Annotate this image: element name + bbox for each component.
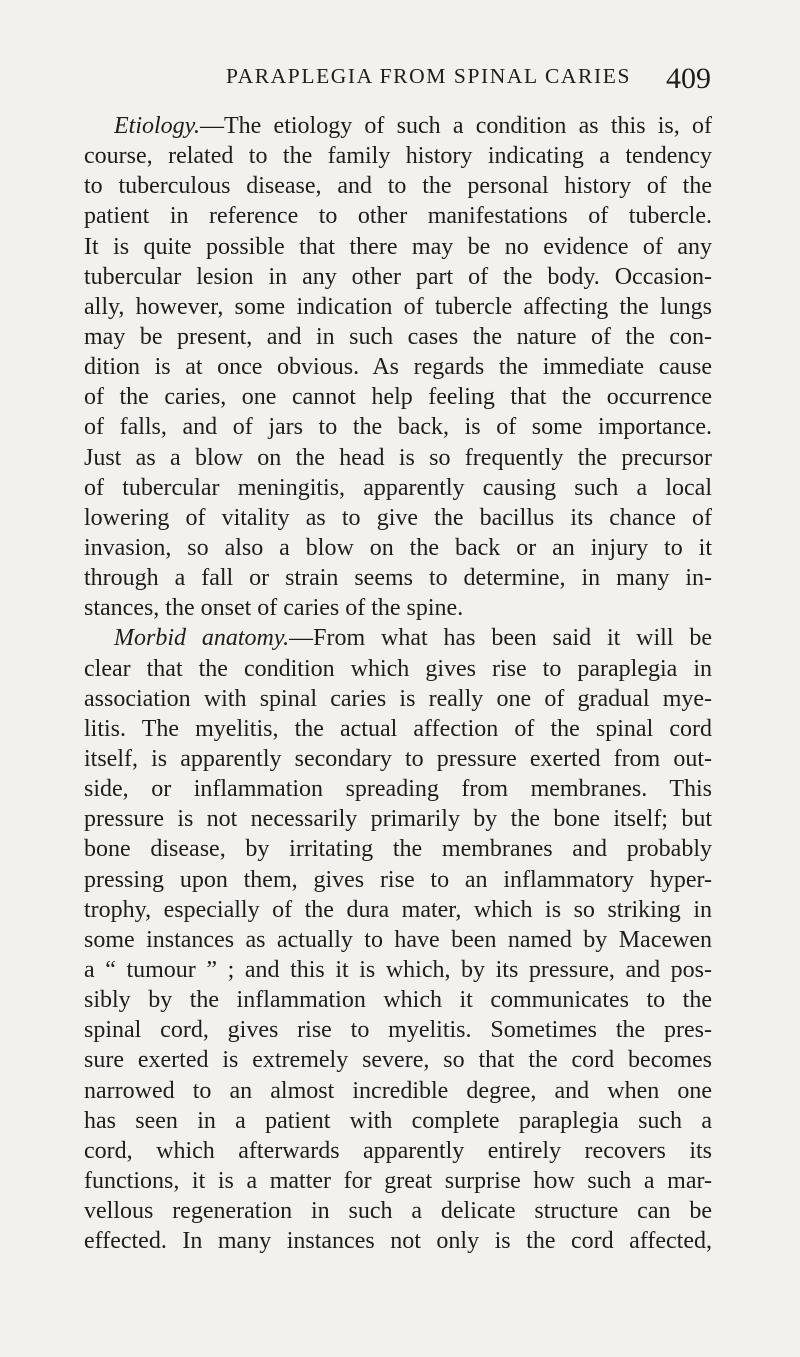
text-line: sibly by the inflammation which it communicates to the (84, 987, 712, 1014)
text-line: of falls, and of jars to the back, is of some importance. (84, 414, 712, 441)
text-line: may be present, and in such cases the nature of the con- (84, 323, 712, 350)
running-head-title: PARAPLEGIA FROM SPINAL CARIES (226, 64, 632, 88)
text-line: effected. In many instances not only is the cord affected, (84, 1228, 712, 1255)
text-line: a “ tumour ” ; and this it is which, by its pressure, and pos- (84, 956, 712, 983)
text-line: association with spinal caries is really one of gradual mye- (84, 685, 712, 712)
text-line: course, related to the family history indicating a tendency (84, 143, 712, 170)
text-line: side, or inflammation spreading from membranes. This (84, 776, 712, 803)
text-line: litis. The myelitis, the actual affection of the spinal cord (84, 715, 712, 742)
text-line (84, 111, 712, 141)
text-line: ally, however, some indication of tubercle affecting the lungs (84, 293, 712, 320)
text-line: patient in reference to other manifestations of tubercle. (84, 203, 712, 230)
text-line: dition is at once obvious. As regards the immediate cause (84, 354, 712, 381)
text-line: of tubercular meningitis, apparently causing such a local (84, 474, 712, 501)
text-line-content: —From what has been said it will be (289, 625, 712, 652)
text-line: to tuberculous disease, and to the personal history of the (84, 173, 712, 200)
text-line: bone disease, by irritating the membranes and probably (84, 836, 712, 863)
text-line: sure exerted is extremely severe, so that the cord becomes (84, 1047, 712, 1074)
body-text (84, 111, 712, 1256)
text-line: stances, the onset of caries of the spine. (84, 595, 464, 622)
text-line: functions, it is a matter for great surprise how such a mar- (84, 1167, 712, 1194)
section-heading-etiology: Etiology. (114, 113, 200, 139)
text-line: invasion, so also a blow on the back or an injury to it (84, 534, 712, 561)
text-line (84, 623, 712, 653)
text-line: clear that the condition which gives rise to paraplegia in (84, 655, 712, 682)
paragraph-morbid-anatomy (84, 623, 712, 1256)
text-line: some instances as actually to have been named by Macewen (84, 926, 712, 953)
text-line: It is quite possible that there may be no evidence of any (84, 233, 712, 260)
text-line: Just as a blow on the head is so frequently the precursor (84, 444, 712, 471)
text-line: cord, which afterwards apparently entirely recovers its (84, 1137, 712, 1164)
text-line: vellous regeneration in such a delicate structure can be (84, 1198, 712, 1225)
text-line: narrowed to an almost incredible degree, and when one (84, 1077, 712, 1104)
text-line: itself, is apparently secondary to pressure exerted from out- (84, 745, 712, 772)
page-number: 409 (666, 62, 711, 95)
text-line: lowering of vitality as to give the bacillus its chance of (84, 504, 712, 531)
text-line: tubercular lesion in any other part of the body. Occasion- (84, 263, 712, 290)
running-head (226, 62, 711, 102)
text-line: trophy, especially of the dura mater, which is so striking in (84, 896, 712, 923)
text-line: through a fall or strain seems to determine, in many in- (84, 565, 712, 592)
text-line: has seen in a patient with complete paraplegia such a (84, 1107, 712, 1134)
text-line: of the caries, one cannot help feeling that the occurrence (84, 384, 712, 411)
text-line: pressing upon them, gives rise to an inflammatory hyper- (84, 866, 712, 893)
text-line-content: —The etiology of such a condition as this is, of (200, 113, 712, 139)
section-heading-morbid-anatomy: Morbid anatomy. (114, 625, 290, 652)
paragraph-etiology (84, 111, 712, 623)
text-line: spinal cord, gives rise to myelitis. Sometimes the pres- (84, 1017, 712, 1044)
text-line: pressure is not necessarily primarily by the bone itself; but (84, 806, 712, 833)
